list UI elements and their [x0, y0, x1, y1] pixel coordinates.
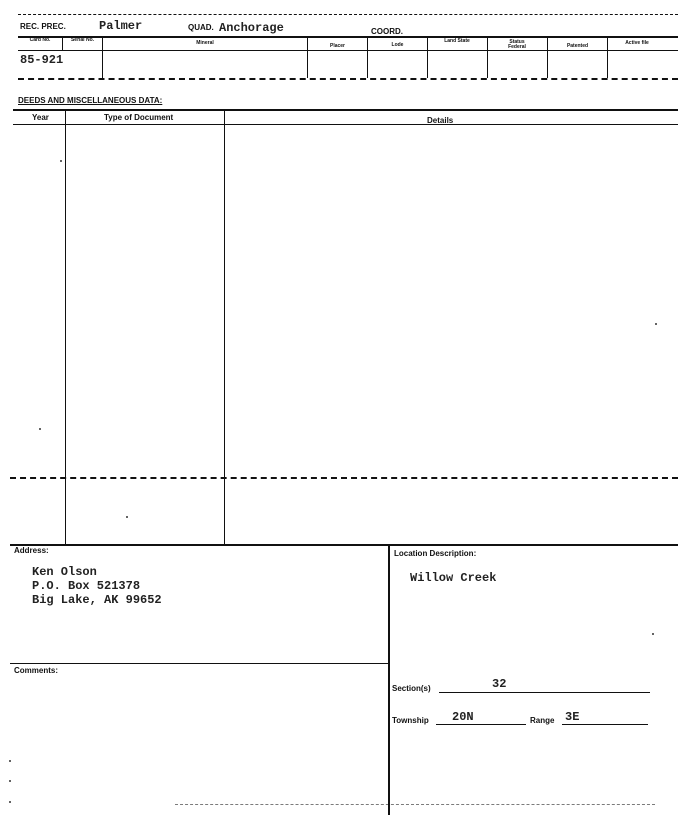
deeds-col-divider — [224, 110, 225, 545]
address-line: Ken Olson — [32, 565, 97, 579]
scan-speck — [9, 801, 11, 803]
header-col-divider — [487, 37, 488, 78]
col-header-placer: Placer — [329, 43, 345, 49]
range-value: 3E — [565, 710, 580, 724]
section-label: Section(s) — [392, 684, 431, 693]
comments-top-rule — [10, 663, 388, 664]
col-header-serial-no: Serial No. — [70, 37, 95, 43]
address-label: Address: — [14, 546, 49, 555]
scan-speck — [9, 760, 11, 762]
deeds-table-bottom-rule — [10, 544, 678, 546]
deeds-col-divider — [65, 110, 66, 545]
col-header-active-file: Active file — [625, 40, 649, 46]
township-label: Township — [392, 716, 429, 725]
col-header-status-federal: Status Federal — [508, 39, 526, 50]
scan-speck — [652, 633, 654, 635]
col-header-mineral: Mineral — [196, 40, 214, 46]
section-value: 32 — [492, 677, 507, 691]
col-header-type-of-document: Type of Document — [104, 113, 174, 122]
col-header-year: Year — [32, 113, 49, 122]
card-no-value: 85-921 — [20, 53, 64, 67]
comments-label: Comments: — [14, 666, 59, 675]
address-line: Big Lake, AK 99652 — [32, 593, 162, 607]
quad-value: Anchorage — [219, 21, 284, 35]
col-header-land-state: Land State — [444, 38, 470, 44]
township-value: 20N — [452, 710, 474, 724]
rec-prec-label: REC. PREC. — [20, 22, 66, 31]
deeds-table-top-rule — [13, 109, 678, 111]
location-description-value: Willow Creek — [410, 571, 497, 585]
col-header-card-no: Card No. — [29, 37, 51, 43]
header-col-divider — [607, 37, 608, 78]
scan-speck — [60, 160, 62, 162]
col-header-patented: Patented — [566, 43, 589, 49]
rec-prec-value: Palmer — [99, 19, 143, 33]
township-field-line — [436, 724, 526, 725]
scan-speck — [655, 323, 657, 325]
top-dashed-rule — [18, 14, 678, 15]
location-description-label: Location Description: — [394, 549, 477, 558]
range-label: Range — [530, 716, 555, 725]
scan-noise-line — [175, 804, 655, 805]
header-table-column-rule — [18, 50, 678, 51]
header-table-top-rule — [18, 36, 678, 38]
address-block — [32, 565, 162, 607]
col-header-details: Details — [427, 116, 454, 125]
range-field-line — [562, 724, 648, 725]
scan-speck — [9, 780, 11, 782]
coord-label: COORD. — [371, 27, 403, 36]
scan-speck — [126, 516, 128, 518]
deeds-section-title: DEEDS AND MISCELLANEOUS DATA: — [18, 96, 163, 105]
col-header-lode: Lode — [391, 42, 404, 48]
header-table-bottom-rule — [18, 78, 678, 80]
quad-label: QUAD. — [188, 23, 214, 32]
scan-speck — [39, 428, 41, 430]
section-field-line — [439, 692, 650, 693]
deeds-table-header-rule — [13, 124, 678, 125]
deeds-dashed-rule — [10, 477, 678, 479]
address-line: P.O. Box 521378 — [32, 579, 141, 593]
address-location-divider — [388, 545, 390, 815]
header-col-divider — [427, 37, 428, 78]
